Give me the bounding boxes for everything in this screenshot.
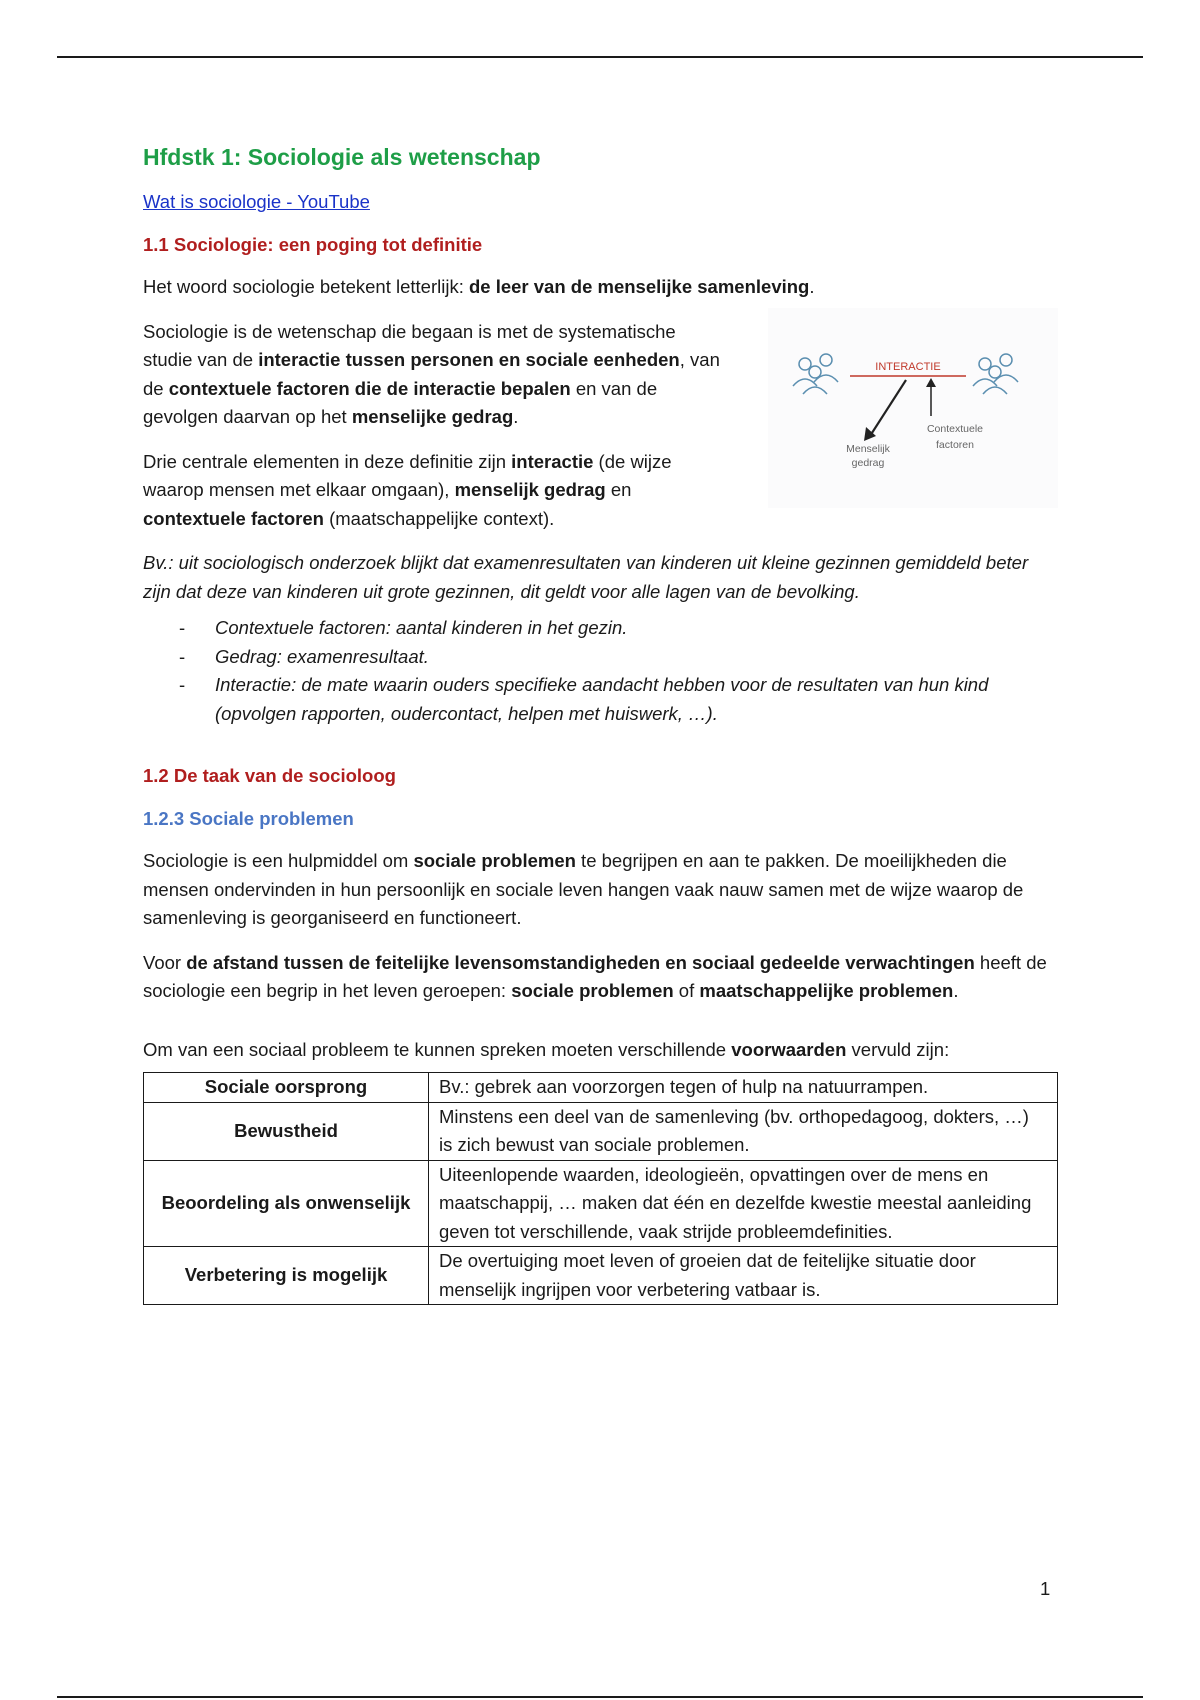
conditions-table [143, 1072, 1058, 1305]
top-rule [57, 56, 1143, 58]
condition-name: Bewustheid [144, 1102, 429, 1160]
table-row [144, 1247, 1058, 1305]
sociology-definition: Sociologie is de wetenschap die begaan is met de systematische studie van de interactie tussen personen en sociale eenheden, van de contextuele factoren die de interactie bepalen en van de gevolgen daarvan op het menselijke gedrag. [143, 320, 720, 427]
list-item: - Interactie: de mate waarin ouders specifieke aandacht hebben voor de resultaten van hun kind (opvolgen rapporten, oudercontact, helpen met huiswerk, …). [215, 671, 1058, 728]
diagram-left-label-2: gedrag [851, 456, 885, 469]
table-row [144, 1102, 1058, 1160]
distance-paragraph: Voor de afstand tussen de feitelijke levensomstandigheden en sociaal gedeelde verwachtingen heeft de sociologie een begrip in het leven geroepen: sociale problemen of maatschappelijke problemen. [143, 951, 1047, 1001]
document-page [143, 140, 1058, 1305]
conditions-intro: Om van een sociaal probleem te kunnen spreken moeten verschillende voorwaarden vervuld zijn: [143, 1038, 950, 1060]
social-problems-paragraph: Sociologie is een hulpmiddel om sociale problemen te begrijpen en aan te pakken. De moeilijkheden die mensen ondervinden in hun persoonlijk en sociale leven hangen vaak nauw samen met de wijze waarop de samenleving is georganiseerd en functioneert. [143, 850, 1024, 928]
condition-description: Uiteenlopende waarden, ideologieën, opvattingen over de mens en maatschappij, … maken dat één en dezelfde kwestie meestal aanleiding geven tot verschillende, vaak strijde probleemdefinities. [429, 1160, 1058, 1247]
section-1-2-3-title: 1.2.3 Sociale problemen [143, 807, 354, 829]
table-row [144, 1160, 1058, 1247]
definition-paragraph: Het woord sociologie betekent letterlijk: de leer van de menselijke samenleving. [143, 276, 815, 297]
bottom-rule [57, 1696, 1143, 1698]
diagram-center-label: INTERACTIE [875, 360, 941, 373]
diagram-left-label-1: Menselijk [846, 442, 890, 455]
definition-row [143, 318, 1058, 534]
youtube-link[interactable]: Wat is sociologie - YouTube [143, 191, 370, 212]
example-list [143, 614, 1058, 728]
diagram-right-label-2: factoren [936, 438, 974, 451]
example-paragraph: Bv.: uit sociologisch onderzoek blijkt dat examenresultaten van kinderen uit kleine gezinnen gemiddeld beter zijn dat deze van kinderen uit grote gezinnen, dit geldt voor alle lagen van de bevolking. [143, 552, 1029, 602]
condition-description: Minstens een deel van de samenleving (bv. orthopedagoog, dokters, …) is zich bewust van sociale problemen. [429, 1102, 1058, 1160]
three-elements-paragraph: Drie centrale elementen in deze definitie zijn interactie (de wijze waarop mensen met elkaar omgaan), menselijk gedrag en contextuele factoren (maatschappelijke context). [143, 450, 672, 529]
chapter-heading: Hfdstk 1: Sociologie als wetenschap [143, 144, 541, 170]
condition-description: De overtuiging moet leven of groeien dat de feitelijke situatie door menselijk ingrijpen voor verbetering vatbaar is. [429, 1247, 1058, 1305]
condition-name: Verbetering is mogelijk [144, 1247, 429, 1305]
section-1-2-title: 1.2 De taak van de socioloog [143, 765, 396, 786]
condition-name: Beoordeling als onwenselijk [144, 1160, 429, 1247]
diagram-right-label-1: Contextuele [926, 422, 984, 435]
condition-description: Bv.: gebrek aan voorzorgen tegen of hulp na natuurrampen. [429, 1073, 1058, 1103]
page-number: 1 [1040, 1578, 1051, 1599]
section-1-1-title: 1.1 Sociologie: een poging tot definitie [143, 233, 483, 255]
list-item: - Contextuele factoren: aantal kinderen in het gezin. [215, 614, 1058, 643]
list-item: - Gedrag: examenresultaat. [215, 643, 1058, 672]
condition-name: Sociale oorsprong [144, 1073, 429, 1103]
table-row [144, 1073, 1058, 1103]
interaction-diagram [768, 308, 1058, 508]
